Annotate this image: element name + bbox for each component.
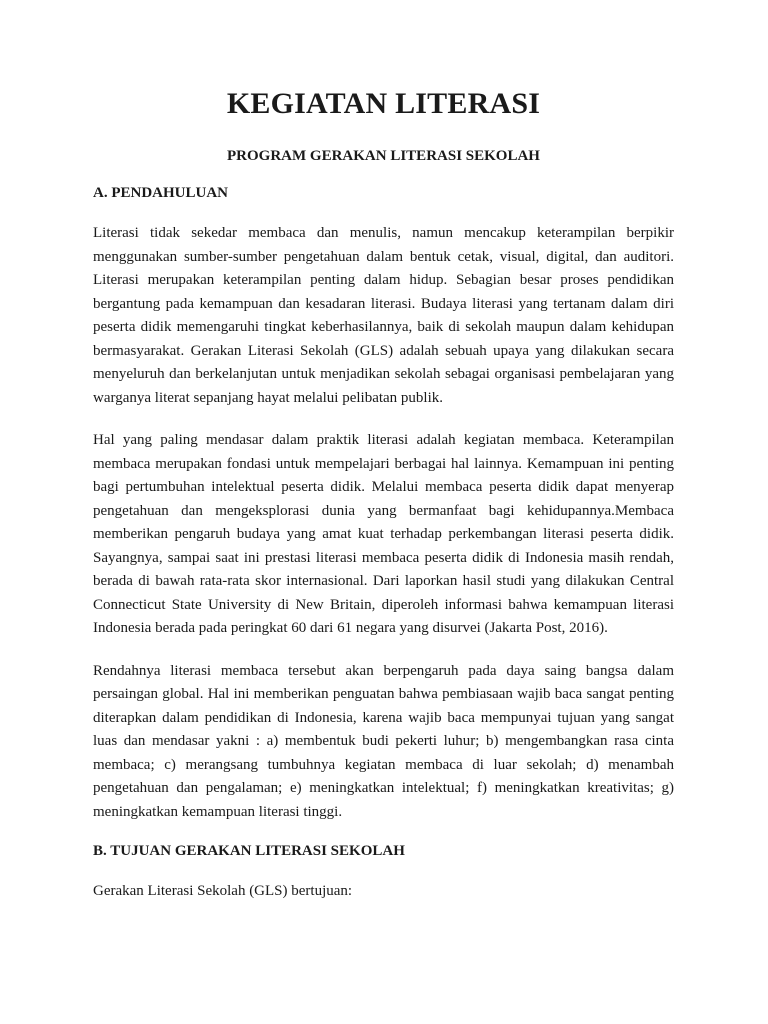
section-pendahuluan: [93, 183, 674, 824]
section-heading-a: A. PENDAHULUAN: [93, 185, 228, 201]
paragraph: Literasi tidak sekedar membaca dan menulis, namun mencakup keterampilan berpikir menggunakan sumber-sumber pengetahuan dalam bentuk cetak, visual, digital, dan auditori. Literasi merupakan keterampilan penting dalam hidup. Sebagian besar proses pendidikan bergantung pada kemampuan dan kesadaran literasi. Budaya literasi yang tertanam dalam diri peserta didik memengaruhi tingkat keberhasilannya, baik di sekolah maupun dalam kehidupan bermasyarakat. Gerakan Literasi Sekolah (GLS) adalah sebuah upaya yang dilakukan secara menyeluruh dan berkelanjutan untuk menjadikan sekolah sebagai organisasi pembelajaran yang warganya literat sepanjang hayat melalui pelibatan publik.: [93, 225, 674, 406]
document-title: KEGIATAN LITERASI: [226, 87, 541, 120]
section-heading-b: B. TUJUAN GERAKAN LITERASI SEKOLAH: [93, 843, 405, 859]
paragraph: Gerakan Literasi Sekolah (GLS) bertujuan:: [93, 883, 353, 899]
paragraph: Hal yang paling mendasar dalam praktik literasi adalah kegiatan membaca. Keterampilan membaca merupakan fondasi untuk mempelajari berbagai hal lainnya. Kemampuan ini penting bagi pertumbuhan intelektual peserta didik. Melalui membaca peserta didik dapat menyerap pengetahuan dan mengeksplorasi dunia yang bermanfaat bagi kehidupannya.Membaca memberikan pengaruh budaya yang amat kuat terhadap perkembangan literasi peserta didik. Sayangnya, sampai saat ini prestasi literasi membaca peserta didik di Indonesia masih rendah, berada di bawah rata-rata skor internasional. Dari laporkan hasil studi yang dilakukan Central Connecticut State University di New Britain, diperoleh informasi bahwa kemampuan literasi Indonesia berada pada peringkat 60 dari 61 negara yang disurvei (Jakarta Post, 2016).: [93, 432, 674, 636]
paragraph: Rendahnya literasi membaca tersebut akan berpengaruh pada daya saing bangsa dalam persaingan global. Hal ini memberikan penguatan bahwa pembiasaan wajib baca sangat penting diterapkan dalam pendidikan di Indonesia, karena wajib baca mempunyai tujuan yang sangat luas dan mendasar yakni : a) membentuk budi pekerti luhur; b) mengembangkan rasa cinta membaca; c) merangsang tumbuhnya kegiatan membaca di luar sekolah; d) menambah pengetahuan dan pengalaman; e) meningkatkan intelektual; f) meningkatkan kreativitas; g) meningkatkan kemampuan literasi tinggi.: [93, 662, 674, 820]
document-subtitle: PROGRAM GERAKAN LITERASI SEKOLAH: [227, 148, 540, 164]
section-tujuan: [93, 841, 674, 904]
